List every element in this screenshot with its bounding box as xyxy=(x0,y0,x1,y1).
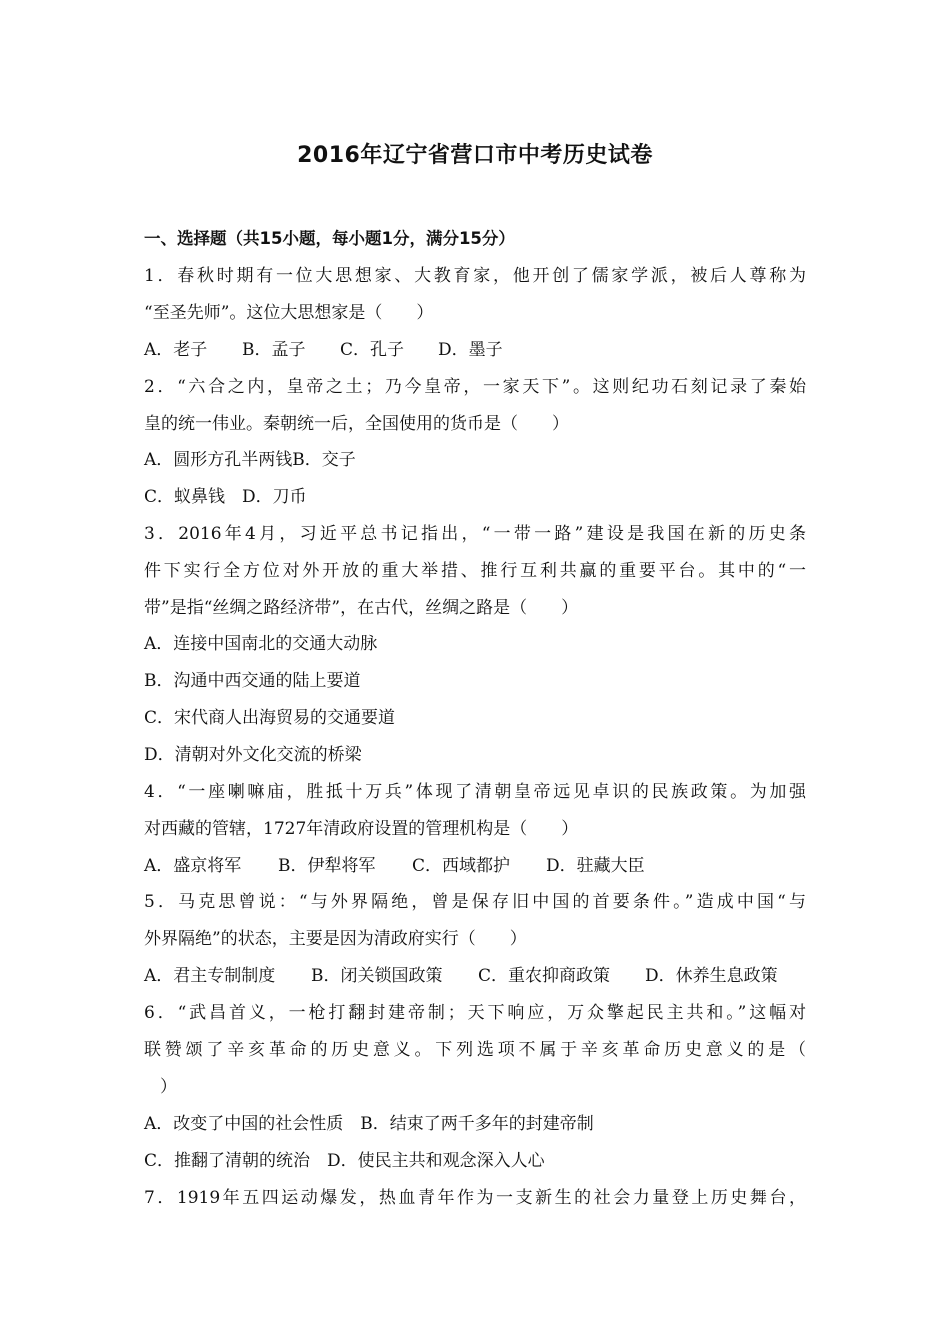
question-2-options-row-1: A．圆形方孔半两钱B．交子 xyxy=(144,450,356,470)
question-3-option-b: B．沟通中西交通的陆上要道 xyxy=(144,671,361,691)
option-c: C．西域都护 xyxy=(412,856,511,876)
page-title: 2016年辽宁省营口市中考历史试卷 xyxy=(297,143,653,168)
question-3-text-cont-2: 带”是指“丝绸之路经济带”，在古代，丝绸之路是（ ） xyxy=(144,598,579,618)
question-7-text: 7．1919年五四运动爆发，热血青年作为一支新生的社会力量登上历史舞台， xyxy=(144,1188,806,1208)
question-4-options xyxy=(144,854,645,878)
option-a: A．老子 xyxy=(144,340,208,360)
question-3-text: 3．2016年4月，习近平总书记指出，“一带一路”建设是我国在新的历史条 xyxy=(144,524,806,544)
option-a: A．君主专制制度 xyxy=(144,966,276,986)
option-c: C．孔子 xyxy=(340,340,405,360)
question-3-option-c: C．宋代商人出海贸易的交通要道 xyxy=(144,708,396,728)
question-3-option-a: A．连接中国南北的交通大动脉 xyxy=(144,634,378,654)
question-4-text-cont: 对西藏的管辖，1727年清政府设置的管理机构是（ ） xyxy=(144,819,579,839)
question-1-text: 1．春秋时期有一位大思想家、大教育家，他开创了儒家学派，被后人尊称为 xyxy=(144,266,806,286)
question-3-text-cont: 件下实行全方位对外开放的重大举措、推行互利共赢的重要平台。其中的“一 xyxy=(144,561,806,581)
question-5-options xyxy=(144,964,778,988)
option-c: C．重农抑商政策 xyxy=(478,966,611,986)
question-6-text-cont-2: ） xyxy=(160,1077,177,1097)
option-d: D．休养生息政策 xyxy=(645,966,778,986)
question-6-options-row-1: A．改变了中国的社会性质 B．结束了两千多年的封建帝制 xyxy=(144,1114,594,1134)
question-6-text: 6．“武昌首义，一枪打翻封建帝制；天下响应，万众擎起民主共和。”这幅对 xyxy=(144,1003,806,1023)
option-b: B．闭关锁国政策 xyxy=(311,966,443,986)
question-1-text-cont: “至圣先师”。这位大思想家是（ ） xyxy=(144,303,434,323)
option-b: B．孟子 xyxy=(242,340,306,360)
question-2-text: 2．“六合之内，皇帝之土；乃今皇帝，一家天下”。这则纪功石刻记录了秦始 xyxy=(144,377,806,397)
section-heading: 一、选择题（共15小题，每小题1分，满分15分） xyxy=(144,229,515,248)
question-2-text-cont: 皇的统一伟业。秦朝统一后，全国使用的货币是（ ） xyxy=(144,414,569,434)
option-d: D．驻藏大臣 xyxy=(546,856,645,876)
option-a: A．盛京将军 xyxy=(144,856,242,876)
question-4-text: 4．“一座喇嘛庙，胜抵十万兵”体现了清朝皇帝远见卓识的民族政策。为加强 xyxy=(144,782,806,802)
question-5-text-cont: 外界隔绝”的状态，主要是因为清政府实行（ ） xyxy=(144,929,527,949)
option-b: B．伊犁将军 xyxy=(278,856,376,876)
question-6-options-row-2: C．推翻了清朝的统治 D．使民主共和观念深入人心 xyxy=(144,1151,545,1171)
question-5-text: 5．马克思曾说：“与外界隔绝，曾是保存旧中国的首要条件。”造成中国“与 xyxy=(144,892,806,912)
question-6-text-cont: 联赞颂了辛亥革命的历史意义。下列选项不属于辛亥革命历史意义的是（ xyxy=(144,1040,806,1060)
option-d: D．墨子 xyxy=(438,340,503,360)
question-1-options xyxy=(144,338,503,362)
question-3-option-d: D．清朝对外文化交流的桥梁 xyxy=(144,745,362,765)
question-2-options-row-2: C．蚁鼻钱 D．刀币 xyxy=(144,487,307,507)
